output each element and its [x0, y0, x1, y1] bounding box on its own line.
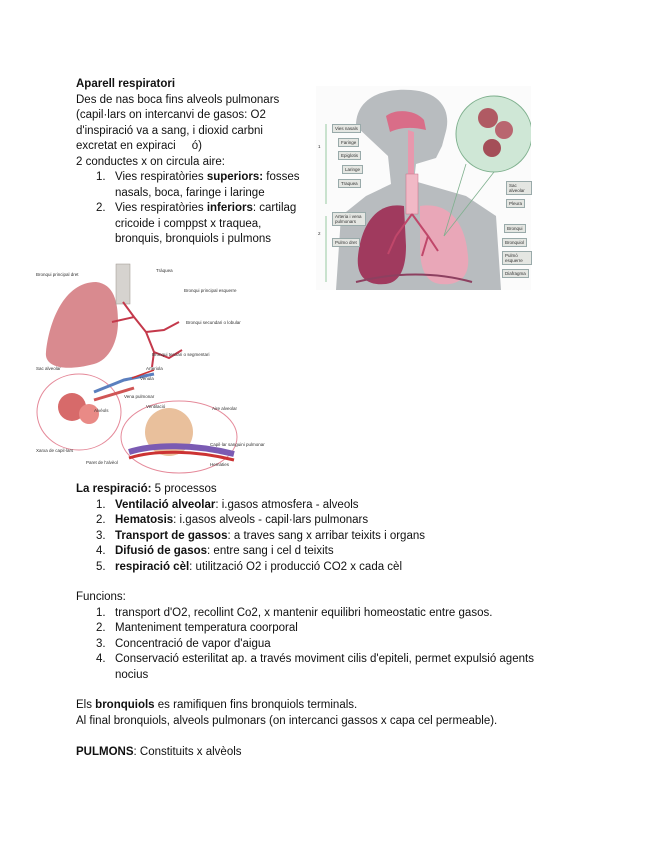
processes-list: [76, 498, 596, 576]
figure-label: Vies nasals: [332, 124, 361, 133]
list-item: 4. Conservació esterilitat ap. a través moviment cilis d'epiteli, permet expulsió agents nocius: [96, 653, 534, 681]
figure-label: Pulmó esquerre: [502, 251, 532, 265]
funcions-section: [76, 590, 596, 683]
intro-line: Des de nas boca fins alveols pulmonars: [76, 93, 280, 106]
figure-label: Bronqui principal dret: [36, 272, 79, 277]
figure-label: Vena pulmonar: [124, 394, 155, 399]
figure-label: Arteriola: [146, 366, 163, 371]
figure-label: Diafragma: [502, 269, 529, 278]
figure-label: Alvèols: [94, 408, 109, 413]
list-item: 4. Difusió de gasos: entre sang i cel d teixits: [96, 545, 334, 557]
figure-label: Paret de l'alvèol: [86, 460, 118, 465]
figure-label: Laringe: [342, 165, 363, 174]
figure-label: Tràquea: [156, 268, 173, 273]
respiratory-system-figure: [316, 86, 531, 290]
section-heading: Funcions:: [76, 591, 126, 603]
intro-line: d'inspiració va a sang, i dioxid carbni: [76, 124, 263, 137]
functions-list: [76, 606, 596, 684]
respiratory-system-illustration: [316, 86, 531, 290]
figure-label: Ventilació: [146, 404, 166, 409]
figure-label: Faringe: [338, 138, 359, 147]
figure-label: Bronquiol: [502, 238, 527, 247]
figure-label: Epiglotis: [338, 151, 361, 160]
figure-label: Aire alveolar: [212, 406, 238, 411]
figure-label: Pulmo dret: [332, 238, 360, 247]
list-item: 1. transport d'O2, recollint Co2, x mantenir equilibri homeostatic entre gasos.: [96, 606, 493, 619]
bronchial-tree-figure: [34, 262, 265, 474]
intro-line: excretat en expiraci ó): [76, 140, 202, 152]
ways-list: [76, 170, 316, 248]
list-item: 1. Vies respiratòries superiors: fosses nasals, boca, faringe i laringe: [96, 171, 300, 199]
bracket-label: 2: [318, 231, 321, 236]
intro-line: 2 conductes x on circula aire:: [76, 155, 225, 168]
intro-line: (capil·lars on intercanvi de gasos: O2: [76, 109, 266, 121]
list-item: 2. Hematosis: i.gasos alveols - capil·lars pulmonars: [96, 514, 369, 526]
list-item: 2. Manteniment temperatura coorporal: [96, 622, 298, 634]
figure-label: Pleura: [506, 199, 525, 208]
figure-label: Xarxa de capil·lars: [36, 448, 74, 453]
figure-label: Traquea: [338, 179, 361, 188]
figure-label: Venula: [140, 376, 154, 381]
list-item: 1. Ventilació alveolar: i.gasos atmosfera - alveols: [96, 498, 359, 511]
intro-block: [76, 77, 316, 248]
pulmons-line: PULMONS: Constituits x alvèols: [76, 746, 242, 758]
figure-label: Hematies: [210, 462, 230, 467]
figure-label: Bronqui secundari o lobular: [186, 320, 241, 325]
figure-label: Bronqui: [504, 224, 526, 233]
list-item: 2. Vies respiratòries inferiors: cartilag cricoide i comppst x traquea, bronquis, bronquiols i pulmons: [96, 202, 297, 245]
figure-label: Sac alveolar: [506, 181, 532, 195]
respiracio-section: [76, 482, 596, 575]
bracket-label: 1: [318, 144, 321, 149]
figure-label: Arteria i vena pulmonars: [332, 212, 366, 226]
figure-label: Sac alveolar: [36, 366, 61, 371]
list-item: 5. respiració cèl: utilització O2 i producció CO2 x cada cèl: [96, 560, 403, 573]
figure-label: Capil·lar sanguini pulmonar: [210, 442, 265, 447]
bronquiols-paragraph: Els bronquiols es ramifiquen fins bronquiols terminals. Al final bronquiols, alveols pulmonars (on intercanci gassos x capa cel permeable).: [76, 699, 498, 727]
list-item: 3. Transport de gassos: a traves sang x arribar teixits i organs: [96, 529, 425, 542]
page-title: Aparell respiratori: [76, 78, 176, 90]
figure-label: Bronqui principal esquerre: [184, 288, 237, 293]
list-item: 3. Concentració de vapor d'aigua: [96, 637, 271, 650]
figure-label: Bronqui terciari o segmentari: [152, 352, 210, 357]
section-heading: La respiració: 5 processos: [76, 483, 217, 495]
